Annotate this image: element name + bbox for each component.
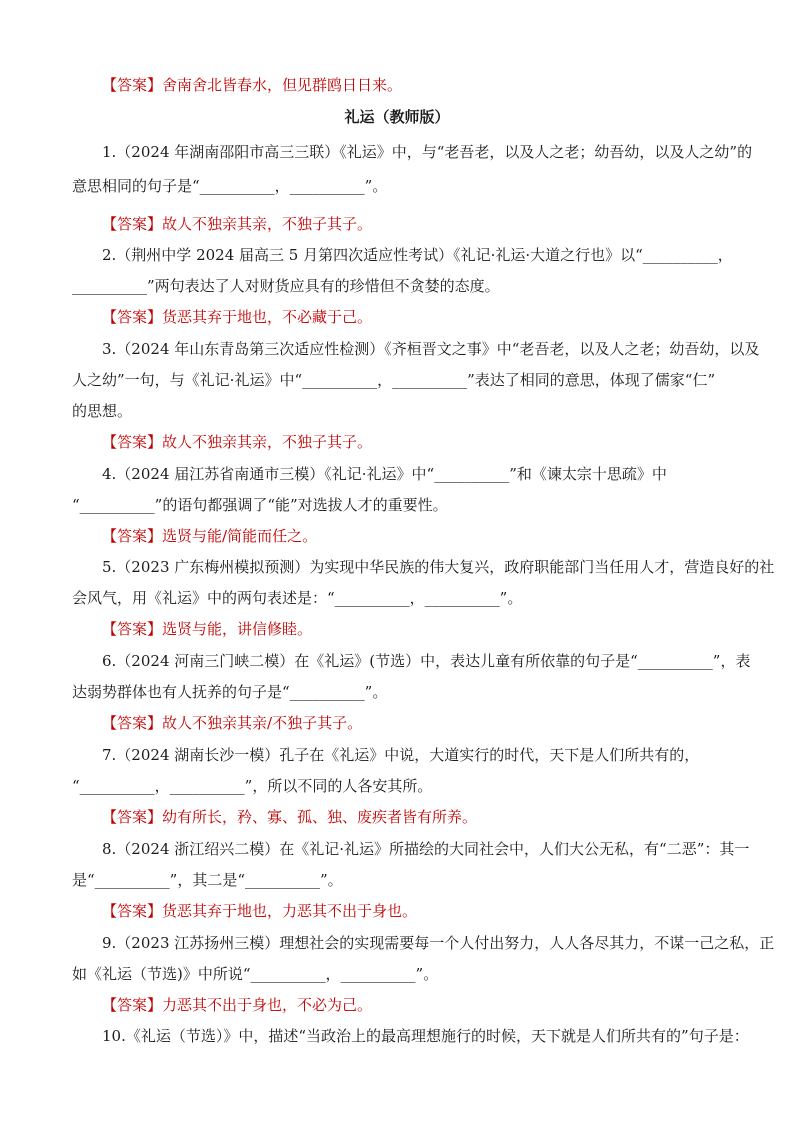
question-2-line-2: __________”两句表达了人对财货应具有的珍惜但不贪婪的态度。 [72, 277, 500, 295]
question-6-line-2: 达弱势群体也有人抚养的句子是“__________”。 [72, 683, 388, 701]
question-1-answer [102, 213, 372, 235]
answer-text: 幼有所长，矜、寡、孤、独、废疾者皆有所养。 [162, 808, 478, 826]
answer-text: 故人不独亲其亲，不独子其子。 [162, 433, 373, 451]
page-title: 礼运（教师版） [344, 108, 450, 126]
question-6-line-1: 6.（2024 河南三门峡二模）在《礼运》(节选）中，表达儿童有所依靠的句子是“__________”，表 [102, 652, 751, 670]
question-3-line-3: 的思想。 [72, 402, 133, 420]
question-4-line-2: “__________”的语句都强调了“能”对选拔人才的重要性。 [72, 496, 448, 514]
answer-tag: 【答案】 [102, 996, 163, 1014]
answer-text: 选贤与能/简能而任之。 [162, 527, 318, 545]
answer-tag: 【答案】 [102, 527, 163, 545]
question-8-answer [102, 900, 417, 922]
question-2-answer [102, 306, 372, 328]
question-10-line-1: 10.《礼运（节选）》中，描述“当政治上的最高理想施行的时候，天下就是人们所共有的”句子是： [102, 1027, 749, 1045]
question-8-line-2: 是“__________”，其二是“__________”。 [72, 871, 343, 889]
answer-tag: 【答案】 [102, 215, 163, 233]
answer-tag: 【答案】 [102, 902, 163, 920]
answer-text: 货恶其弃于地也，力恶其不出于身也。 [162, 902, 418, 920]
question-8-line-1: 8.（2024 浙江绍兴二模）在《礼记·礼运》所描绘的大同社会中，人们大公无私，有“二恶”：其一 [102, 840, 750, 858]
question-9-line-2: 如《礼运（节选)》中所说“__________，__________”。 [72, 965, 439, 983]
answer-tag: 【答案】 [102, 76, 163, 94]
answer-tag: 【答案】 [102, 433, 163, 451]
answer-tag: 【答案】 [102, 308, 163, 326]
answer-tag: 【答案】 [102, 620, 163, 638]
question-5-line-2: 会风气，用《礼运》中的两句表述是：“__________，__________”。 [72, 589, 523, 607]
question-6-answer [102, 712, 362, 734]
answer-text: 舍南舍北皆春水，但见群鸥日日来。 [162, 76, 403, 94]
question-5-line-1: 5.（2023 广东梅州模拟预测）为实现中华民族的伟大复兴，政府职能部门当任用人才，营造良好的社 [102, 558, 775, 576]
question-7-line-1: 7.（2024 湖南长沙一模）孔子在《礼运》中说，大道实行的时代，天下是人们所共有的， [102, 746, 700, 764]
answer-text: 力恶其不出于身也，不必为己。 [162, 996, 373, 1014]
question-2-line-1: 2.（荆州中学 2024 届高三 5 月第四次适应性考试）《礼记·礼运·大道之行也》以“__________， [102, 246, 733, 264]
question-3-line-1: 3.（2024 年山东青岛第三次适应性检测）《齐桓晋文之事》中“老吾老，以及人之老；幼吾幼，以及 [102, 340, 760, 358]
answer-tag: 【答案】 [102, 714, 163, 732]
top-answer [102, 74, 402, 96]
question-4-line-1: 4.（2024 届江苏省南通市三模）《礼记·礼运》中“__________”和《谏太宗十思疏》中 [102, 465, 667, 483]
question-9-line-1: 9.（2023 江苏扬州三模）理想社会的实现需要每一个人付出努力，人人各尽其力，不谋一己之私，正 [102, 934, 775, 952]
question-7-answer [102, 806, 477, 828]
question-1-line-1: 1.（2024 年湖南邵阳市高三三联）《礼运》中，与“老吾老，以及人之老；幼吾幼，以及人之幼”的 [102, 143, 753, 161]
answer-text: 故人不独亲其亲，不独子其子。 [162, 215, 373, 233]
answer-text: 货恶其弃于地也，不必藏于己。 [162, 308, 373, 326]
answer-text: 选贤与能，讲信修睦。 [162, 620, 313, 638]
question-7-line-2: “__________，__________”，所以不同的人各安其所。 [72, 777, 433, 795]
answer-text: 故人不独亲其亲/不独子其子。 [162, 714, 363, 732]
question-4-answer [102, 525, 317, 547]
answer-tag: 【答案】 [102, 808, 163, 826]
question-3-line-2: 人之幼”一句，与《礼记·礼运》中“__________，__________”表达了相同的意思，体现了儒家“仁” [72, 371, 716, 389]
question-1-line-2: 意思相同的句子是“__________，__________”。 [72, 177, 388, 195]
question-5-answer [102, 618, 312, 640]
question-3-answer [102, 431, 372, 453]
question-9-answer [102, 994, 372, 1016]
